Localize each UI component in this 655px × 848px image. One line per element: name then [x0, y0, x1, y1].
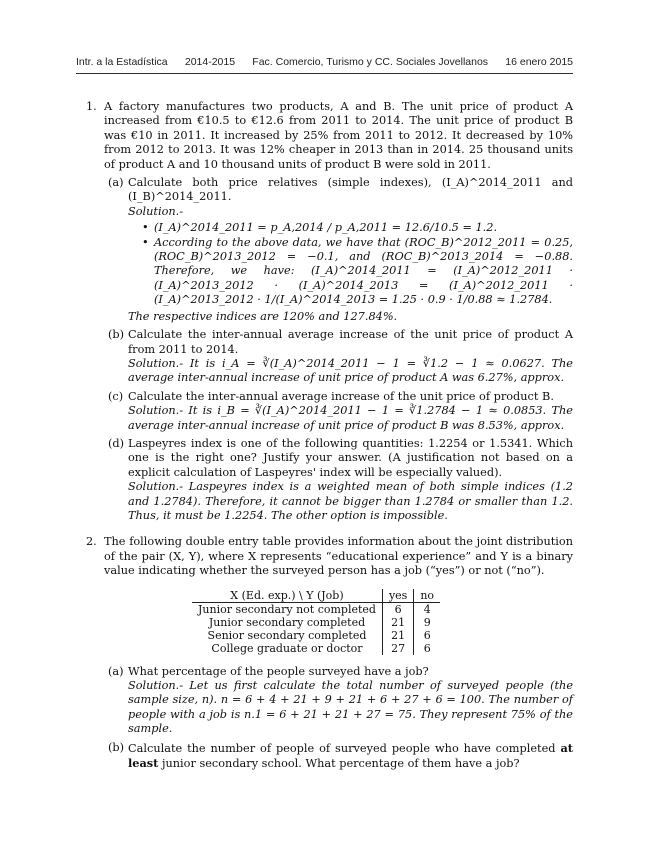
problem-2-statement: The following double entry table provides information about the joint distribution of the pair (X, Y), where X represents “educational experience” and Y is a binary value indicating whether the surveyed person has a job (“yes”) or not (“no”).	[104, 535, 573, 578]
problem-2a	[104, 665, 573, 737]
table-cell: 6	[382, 602, 413, 616]
table-cell: College graduate or doctor	[192, 642, 382, 655]
problem-1d-label: (d)	[108, 436, 125, 450]
contingency-table	[192, 589, 440, 655]
problem-2	[76, 535, 573, 578]
table-cell: 21	[382, 629, 413, 642]
table-cell: Junior secondary not completed	[192, 602, 382, 616]
problem-2b-label: (b)	[108, 740, 125, 754]
table-header-cell: X (Ed. exp.) \ Y (Job)	[192, 589, 382, 603]
problem-1d-solution: Solution.- Laspeyres index is a weighted mean of both simple indices (1.2 and 1.2784). Therefore, it cannot be bigger than 1.2784 or smaller than 1.2. Thus, it must be 1.2254. The other option is impossible.	[128, 480, 573, 522]
problem-1a-question: Calculate both price relatives (simple indexes), (I_A)^2014_2011 and (I_B)^2014_2011.	[128, 176, 573, 204]
table-cell: 9	[423, 615, 431, 629]
header-year: 2014-2015	[184, 56, 236, 68]
page-header	[76, 56, 573, 68]
problem-2b-question-end: junior secondary school. What percentage of them have a job?	[161, 757, 520, 771]
problem-2a-label: (a)	[108, 664, 124, 678]
problem-2a-question: What percentage of the people surveyed have a job?	[128, 664, 429, 678]
problem-1d-question: Laspeyres index is one of the following quantities: 1.2254 or 1.5341. Which one is the right one? Justify your answer. (A justification not based on a explicit calculation of Laspeyres' index will be especially valued).	[128, 436, 573, 479]
problem-2b-question-start: Calculate the number of people of surveyed people who have completed	[128, 741, 556, 755]
problem-1a-label: (a)	[108, 176, 124, 190]
problem-1c-label: (c)	[108, 389, 124, 403]
problem-1c-solution: Solution.- It is i_B = ∛(I_A)^2014_2011 − 1 = ∛1.2784 − 1 ≈ 0.0853. The average inter-annual increase of unit price of product B was 8.53%, approx.	[128, 404, 573, 432]
exam-body	[76, 100, 573, 771]
problem-1a-solution-label: Solution.-	[128, 204, 184, 218]
problem-2b-question-bold: at least	[128, 740, 573, 771]
problem-1a-conclusion: The respective indices are 120% and 127.84%.	[128, 309, 398, 323]
problem-1-statement: A factory manufactures two products, A and B. The unit price of product A increased from €10.5 to €12.6 from 2011 to 2014. The unit price of product B was €10 in 2011. It increased by 25% from 2011 to 2012. It decreased by 10% from 2012 to 2013. It was 12% cheaper in 2013 than in 2014. 25 thousand units of product A and 10 thousand units of product B were sold in 2011.	[104, 100, 573, 171]
table-row	[192, 616, 440, 629]
problem-1b-question: Calculate the inter-annual average increase of the unit price of product A from 2011 to 2014.	[128, 328, 573, 356]
problem-1a-bullet-2: • According to the above data, we have that (ROC_B)^2012_2011 = 0.25, (ROC_B)^2013_2012 = −0.1, and (ROC_B)^2013_2014 = −0.88. Therefore, we have: (I_A)^2014_2011 = (I_A)^2012_2011 · (I_A)^2013_2012 · (I_A)^2014_2013 = (I_A)^2012_2011 · (I_A)^2013_2012 · 1/(I_A)^2014_2013 = 1.25 · 0.9 · 1/0.88 ≈ 1.2784.	[142, 236, 573, 308]
header-rule	[76, 73, 573, 74]
problem-1	[76, 100, 573, 523]
problem-1a-solution-list	[142, 221, 573, 307]
problem-1-number: 1.	[86, 100, 97, 113]
table-cell: 6	[423, 628, 431, 642]
problem-1d	[104, 437, 573, 523]
problem-2b-question	[128, 741, 573, 772]
problem-1a	[104, 176, 573, 324]
problem-1c	[104, 390, 573, 433]
problem-1b	[104, 328, 573, 386]
table-header-cell: no	[414, 589, 440, 603]
table-row	[192, 602, 440, 616]
table-cell: 4	[423, 602, 431, 616]
problem-1b-label: (b)	[108, 328, 125, 342]
problem-1a-bullet-1: • (I_A)^2014_2011 = p_A,2014 / p_A,2011 = 12.6/10.5 = 1.2.	[142, 221, 573, 235]
table-cell: 21	[382, 616, 413, 629]
problem-2b	[104, 741, 573, 772]
problem-1b-solution: Solution.- It is i_A = ∛(I_A)^2014_2011 − 1 = ∛1.2 − 1 ≈ 0.0627. The average inter-annual increase of unit price of product A was 6.27%, approx.	[128, 356, 573, 385]
header-course: Intr. a la Estadística	[76, 56, 168, 68]
header-faculty: Fac. Comercio, Turismo y CC. Sociales Jovellanos	[252, 56, 489, 68]
table-header-row	[192, 589, 440, 603]
problem-1c-question: Calculate the inter-annual average increase of the unit price of product B.	[128, 389, 554, 403]
table-row	[192, 642, 440, 655]
table-cell: 6	[423, 641, 431, 655]
table-cell: Senior secondary completed	[192, 629, 382, 642]
table-header-cell: yes	[382, 589, 413, 603]
table-cell: Junior secondary completed	[192, 616, 382, 629]
problem-2a-solution: Solution.- Let us first calculate the total number of surveyed people (the sample size, n). n = 6 + 4 + 21 + 9 + 21 + 6 + 27 + 6 = 100. The number of people with a job is n.1 = 6 + 21 + 21 + 27 = 75. They represent 75% of the sample.	[128, 679, 573, 736]
problem-2-number: 2.	[86, 535, 97, 549]
table-row	[192, 629, 440, 642]
table-cell: 27	[382, 642, 413, 655]
header-date: 16 enero 2015	[505, 56, 573, 68]
problem-2-parts	[76, 665, 573, 772]
